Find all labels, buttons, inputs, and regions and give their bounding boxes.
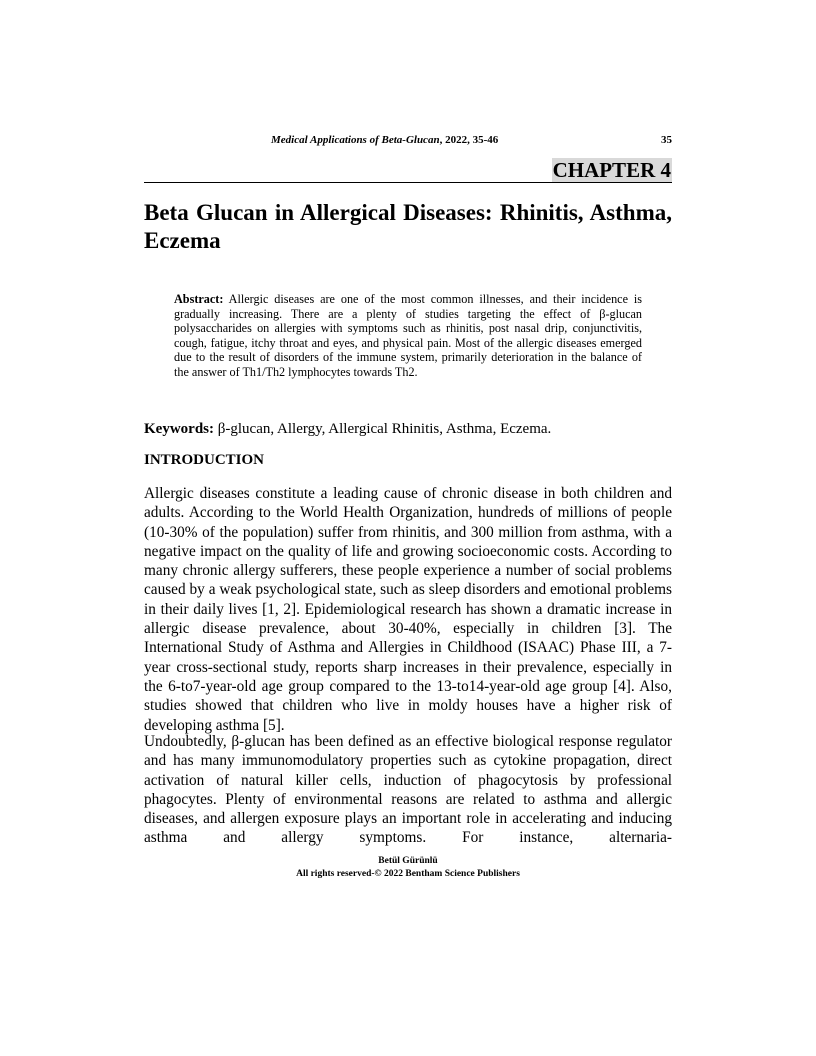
abstract-text: Allergic diseases are one of the most common illnesses, and their incidence is gradually increasing. There are a plenty of studies targeting the effect of β-glucan polysaccharides on allergies with symptoms such as rhinitis, post nasal drip, conjunctivitis, cough, fatigue, itchy throat and eyes, and physical pain. Most of the allergic diseases emerged due to the result of disorders of the immune system, primarily deterioration in the balance of the answer of Th1/Th2 lymphocytes towards Th2.	[174, 292, 642, 379]
page-number: 35	[661, 134, 672, 146]
journal-volume-pages: , 2022, 35-46	[439, 134, 499, 146]
footer-author: Betül Gürünlü	[378, 856, 438, 866]
abstract-label: Abstract:	[174, 292, 224, 306]
chapter-title: Beta Glucan in Allergical Diseases: Rhinitis, Asthma, Eczema	[144, 200, 672, 253]
abstract	[174, 292, 642, 380]
page-footer	[144, 855, 672, 881]
footer-copyright: All rights reserved-© 2022 Bentham Science Publishers	[296, 869, 520, 879]
section-heading-introduction: INTRODUCTION	[144, 452, 265, 468]
body-paragraph: Undoubtedly, β-glucan has been defined as an effective biological response regulator and has many immunomodulatory properties such as cytokine propagation, direct activation of natural killer cells, induction of phagocytosis by professional phagocytes. Plenty of environmental reasons are related to asthma and allergic diseases, and allergen exposure plays an important role in accelerating and inducing asthma and allergy symptoms. For instance, alternaria-	[144, 733, 672, 847]
chapter-label: CHAPTER 4	[552, 158, 671, 182]
keywords-label: Keywords:	[144, 421, 214, 437]
keywords-text: β-glucan, Allergy, Allergical Rhinitis, Asthma, Eczema.	[217, 421, 552, 437]
body-paragraph: Allergic diseases constitute a leading cause of chronic disease in both children and adults. According to the World Health Organization, hundreds of millions of people (10-30% of the population) suffer from rhinitis, and 300 million from asthma, with a negative impact on the quality of life and growing socioeconomic costs. According to many chronic allergy sufferers, these people experience a number of social problems caused by a weak psychological state, such as sleep disorders and emotional problems in their daily lives [1, 2]. Epidemiological research has shown a dramatic increase in allergic disease prevalence, about 30-40%, especially in children [3]. The International Study of Asthma and Allergies in Childhood (ISAAC) Phase III, a 7-year cross-sectional study, reports sharp increases in their prevalence, especially in the 6-to7-year-old age group compared to the 13-to14-year-old age group [4]. Also, studies showed that children who live in moldy houses have a higher risk of developing asthma [5].	[144, 485, 672, 734]
keywords	[144, 420, 672, 439]
chapter-divider	[144, 182, 672, 183]
journal-citation	[271, 133, 498, 147]
journal-title: Medical Applications of Beta-Glucan	[271, 134, 440, 146]
